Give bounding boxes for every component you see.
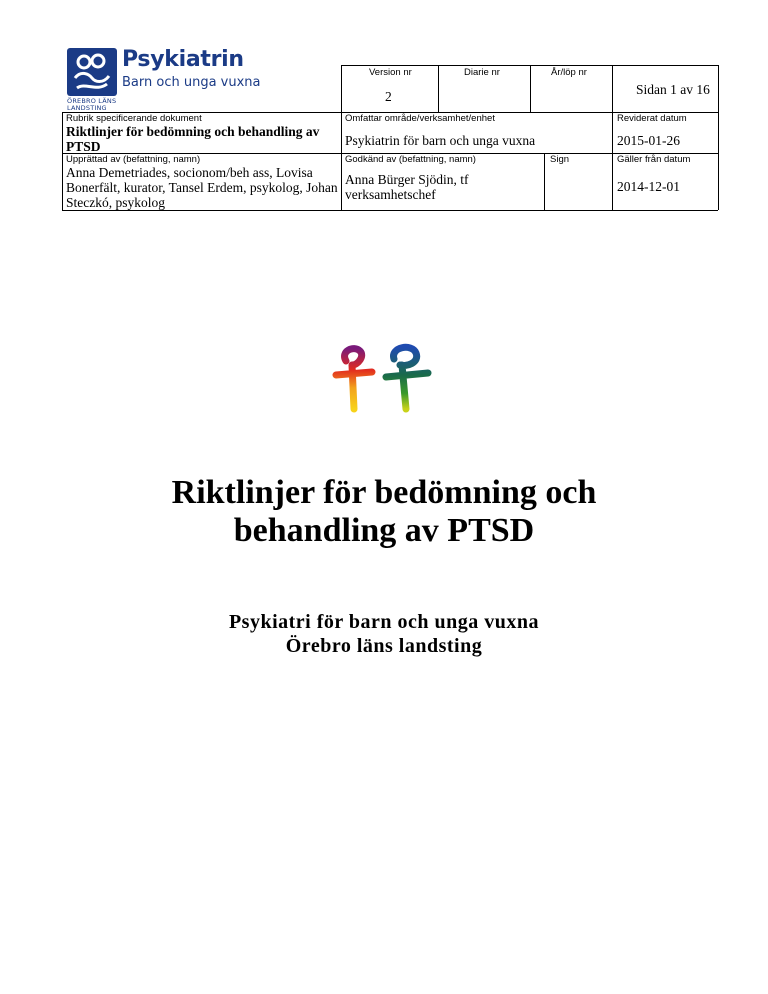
organization-logo [67,48,327,114]
logo-title: Psykiatrin [122,47,244,72]
table-border [62,112,63,210]
diarie-label: Diarie nr [464,67,500,78]
upprattad-value: Anna Demetriades, socionom/beh ass, Lovisa Bonerfält, kurator, Tansel Erdem, psykolog, Johan Steczkó, psykolog [66,165,338,210]
omfattar-label: Omfattar område/verksamhet/enhet [345,113,495,124]
logo-county-line1: ÖREBRO LÄNS [67,97,117,105]
reviderat-label: Reviderat datum [617,113,687,124]
colorful-figures-icon [332,343,438,413]
document-title-line1: Riktlinjer för bedömning och [171,474,597,511]
table-border [341,65,342,210]
table-border [544,153,545,210]
page-info: Sidan 1 av 16 [636,82,710,97]
godkand-label: Godkänd av (befattning, namn) [345,154,476,165]
galler-value: 2014-12-01 [617,179,680,194]
reviderat-value: 2015-01-26 [617,133,680,148]
logo-county-line2: LANDSTING [67,104,107,112]
sign-label: Sign [550,154,570,165]
psykiatrin-logo-icon [67,48,117,96]
godkand-value: Anna Bürger Sjödin, tf verksamhetschef [345,172,469,202]
document-title [0,474,768,550]
logo-county [67,98,116,112]
table-border [530,65,531,112]
document-subtitle-line1: Psykiatri för barn och unga vuxna [228,611,540,633]
table-border [612,112,613,210]
galler-label: Gäller från datum [617,154,691,165]
rubrik-value: Riktlinjer för bedömning och behandling av PTSD [66,124,320,154]
document-subtitle [0,610,768,658]
table-border [438,65,439,112]
omfattar-value: Psykiatrin för barn och unga vuxna [345,133,536,148]
document-subtitle-line2: Örebro läns landsting [285,635,483,657]
version-value: 2 [385,89,392,104]
upprattad-label: Upprättad av (befattning, namn) [66,154,201,165]
rubrik-label: Rubrik specificerande dokument [66,113,202,124]
document-title-line2: behandling av PTSD [233,512,535,549]
logo-subtitle: Barn och unga vuxna [122,75,261,90]
arlop-label: År/löp nr [551,67,587,78]
version-label: Version nr [369,67,412,78]
table-border [718,65,719,210]
table-border [612,65,613,112]
table-border [62,210,718,211]
